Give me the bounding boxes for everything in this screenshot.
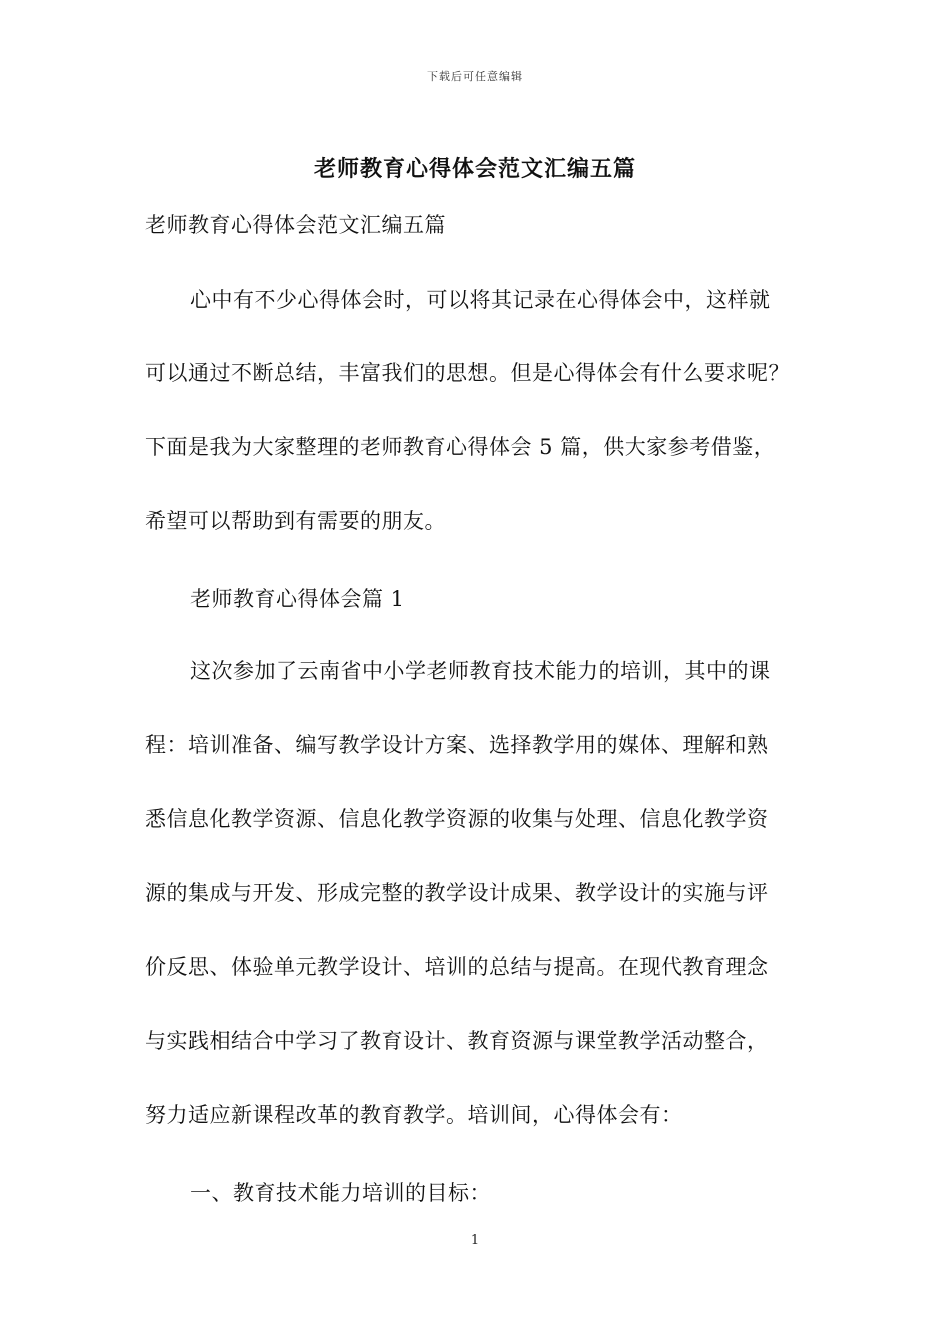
paragraph-line: 可以通过不断总结，丰富我们的思想。但是心得体会有什么要求呢？ [145, 361, 790, 385]
paragraph-line: 价反思、体验单元教学设计、培训的总结与提高。在现代教育理念 [145, 955, 769, 979]
paragraph-line: 希望可以帮助到有需要的朋友。 [145, 509, 446, 533]
paragraph-line: 这次参加了云南省中小学老师教育技术能力的培训，其中的课 [190, 659, 771, 683]
section-heading: 老师教育心得体会篇 1 [190, 587, 405, 611]
paragraph-line: 心中有不少心得体会时，可以将其记录在心得体会中，这样就 [190, 288, 771, 312]
paragraph-line: 悉信息化教学资源、信息化教学资源的收集与处理、信息化教学资 [145, 807, 769, 831]
paragraph-line: 与实践相结合中学习了教育设计、教育资源与课堂教学活动整合， [145, 1029, 769, 1053]
paragraph-line: 下面是我为大家整理的老师教育心得体会 5 篇，供大家参考借鉴， [145, 435, 776, 459]
page-header-note: 下载后可任意编辑 [427, 70, 523, 83]
page-number: 1 [470, 1233, 480, 1248]
paragraph-line: 源的集成与开发、形成完整的教学设计成果、教学设计的实施与评 [145, 881, 769, 905]
paragraph-line: 程：培训准备、编写教学设计方案、选择教学用的媒体、理解和熟 [145, 733, 769, 757]
paragraph-line: 努力适应新课程改革的教育教学。培训间，心得体会有： [145, 1103, 683, 1127]
document-subtitle: 老师教育心得体会范文汇编五篇 [145, 213, 446, 237]
subsection-heading: 一、教育技术能力培训的目标： [190, 1181, 491, 1205]
document-title: 老师教育心得体会范文汇编五篇 [313, 156, 636, 182]
